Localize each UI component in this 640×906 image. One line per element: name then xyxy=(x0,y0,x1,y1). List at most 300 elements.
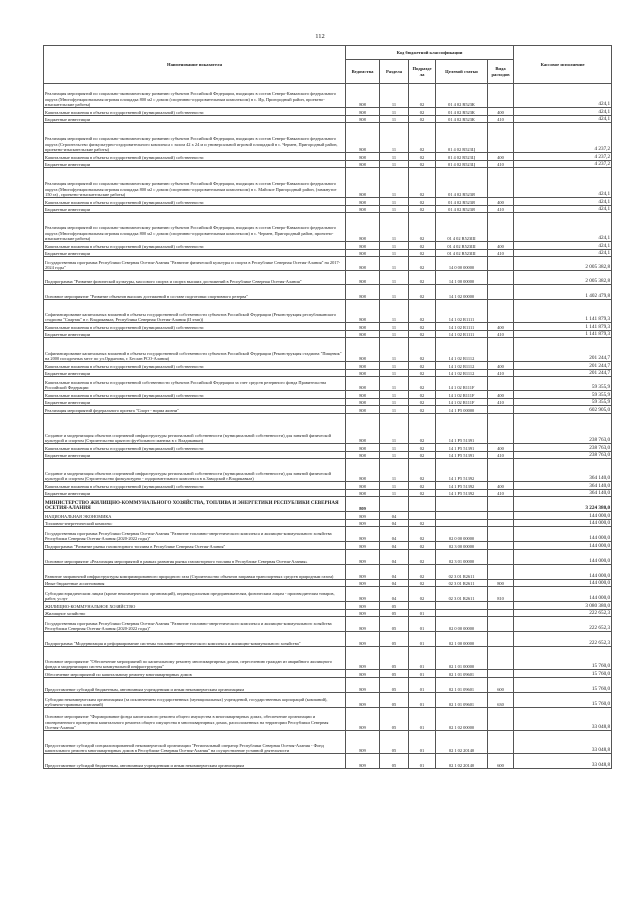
cell-cs: 01 4 02 R523Я xyxy=(436,168,488,198)
cell-vr xyxy=(488,542,514,550)
cell-podrazdel: 02 xyxy=(409,399,436,406)
cell-sum: 222 652,3 xyxy=(514,610,612,617)
table-row xyxy=(44,678,612,693)
cell-name: Капитальные вложения в объекты государственной (муниципальной) собственности xyxy=(44,362,346,370)
cell-podrazdel: 02 xyxy=(409,250,436,257)
cell-sum: 238 763,0 xyxy=(514,444,612,452)
cell-cs: 02 1 02 20140 xyxy=(436,731,488,754)
cell-name: ЖИЛИЩНО-КОММУНАЛЬНОЕ ХОЗЯЙСТВО xyxy=(44,602,346,610)
cell-sum: 1 141 879,3 xyxy=(514,300,612,323)
cell-vr: 400 xyxy=(488,391,514,399)
table-row xyxy=(44,414,612,444)
cell-ved: 808 xyxy=(346,153,380,161)
cell-razdel: 11 xyxy=(380,250,409,257)
cell-razdel: 11 xyxy=(380,206,409,213)
cell-vr xyxy=(488,459,514,482)
table-row xyxy=(44,550,612,565)
cell-sum: 602 905,0 xyxy=(514,406,612,414)
cell-name: Капитальные вложения в объекты государственной (муниципальной) собственности xyxy=(44,108,346,116)
table-row xyxy=(44,242,612,250)
header-name: Наименование показателя xyxy=(44,46,346,84)
cell-podrazdel: 02 xyxy=(409,580,436,587)
cell-razdel: 11 xyxy=(380,490,409,497)
cell-ved: 808 xyxy=(346,300,380,323)
cell-vr xyxy=(488,338,514,362)
cell-razdel: 04 xyxy=(380,542,409,550)
cell-sum: 15 760,0 xyxy=(514,647,612,670)
cell-name: Субсидии некоммерческим организациям (за исключением государственных (муниципальных) учреждений, государственных корпораций (компаний), публично-правовых компаний) xyxy=(44,693,346,708)
table-row xyxy=(44,370,612,377)
cell-ved: 808 xyxy=(346,490,380,497)
cell-razdel: 05 xyxy=(380,708,409,731)
cell-sum: 4 237,2 xyxy=(514,123,612,153)
cell-razdel: 11 xyxy=(380,323,409,331)
cell-ved: 809 xyxy=(346,670,380,678)
cell-podrazdel: 02 xyxy=(409,414,436,444)
cell-razdel: 11 xyxy=(380,116,409,123)
cell-name: Субсидии юридическим лицам (кроме некоммерческих организаций), индивидуальным предпринимателям, физическим лицам - производителям товаров, работ, услуг xyxy=(44,587,346,602)
cell-podrazdel: 01 xyxy=(409,693,436,708)
cell-cs: 14 1 02 R111F xyxy=(436,377,488,391)
cell-razdel: 11 xyxy=(380,198,409,206)
cell-vr xyxy=(488,123,514,153)
cell-ved: 808 xyxy=(346,108,380,116)
cell-podrazdel: 02 xyxy=(409,452,436,459)
cell-cs: 01 4 02 R523Ц xyxy=(436,161,488,168)
cell-vr: 600 xyxy=(488,678,514,693)
cell-sum: 4 237,2 xyxy=(514,153,612,161)
cell-vr: 400 xyxy=(488,482,514,490)
cell-podrazdel: 02 xyxy=(409,362,436,370)
cell-vr xyxy=(488,708,514,731)
cell-ved: 809 xyxy=(346,565,380,580)
cell-name: Капитальные вложения в объекты государственной (муниципальной) собственности xyxy=(44,198,346,206)
table-row xyxy=(44,602,612,610)
cell-razdel: 04 xyxy=(380,527,409,542)
cell-name: НАЦИОНАЛЬНАЯ ЭКОНОМИКА xyxy=(44,512,346,520)
table-row xyxy=(44,452,612,459)
cell-razdel: 11 xyxy=(380,414,409,444)
cell-vr: 400 xyxy=(488,153,514,161)
cell-sum: 364 140,0 xyxy=(514,459,612,482)
cell-podrazdel: 02 xyxy=(409,153,436,161)
cell-vr xyxy=(488,406,514,414)
cell-podrazdel: 02 xyxy=(409,116,436,123)
cell-name: Бюджетные инвестиции xyxy=(44,331,346,338)
cell-name: Реализация мероприятий по социально-экономическому развитию субъектов Российской Федерации, входящих в состав Северо-Кавказского федерального округа (Строительство физкультурно-оздоровительного комплекса с залом 42 х 24 м и универсальной игровой площадкой в с. Чермен, Пригородный район, проектно-изыскательские работы) xyxy=(44,123,346,153)
cell-vr xyxy=(488,610,514,617)
cell-ved: 808 xyxy=(346,206,380,213)
table-row xyxy=(44,444,612,452)
cell-ved: 808 xyxy=(346,168,380,198)
table-row xyxy=(44,206,612,213)
cell-cs: 14 1 P5 51391 xyxy=(436,414,488,444)
cell-vr: 400 xyxy=(488,198,514,206)
cell-sum: 144 000,0 xyxy=(514,565,612,580)
cell-vr xyxy=(488,414,514,444)
cell-name: Реализация мероприятий федерального проекта "Спорт - норма жизни" xyxy=(44,406,346,414)
cell-name: Предоставление субсидий бюджетным, автономным учреждениям и иным некоммерческим организациям xyxy=(44,678,346,693)
cell-cs: 14 1 02 R1111 xyxy=(436,323,488,331)
cell-name: Реализация мероприятий по социально-экономическому развитию субъектов Российской Федерации, входящих в состав Северо-Кавказского федерального округа (Многофункциональная игровая площадка 800 м2 с домом (спортивно-оздоровительным комплексом) в с. Ир, Пригородный район, проектно-изыскательские работы) xyxy=(44,84,346,108)
cell-vr xyxy=(488,300,514,323)
cell-cs: 14 1 P5 51392 xyxy=(436,482,488,490)
cell-sum: 201 244,7 xyxy=(514,338,612,362)
cell-sum: 3 224 380,0 xyxy=(514,497,612,512)
cell-razdel xyxy=(380,497,409,512)
cell-sum: 1 402 479,8 xyxy=(514,285,612,300)
cell-sum: 33 048,8 xyxy=(514,754,612,769)
cell-vr xyxy=(488,377,514,391)
cell-vr: 600 xyxy=(488,754,514,769)
cell-vr xyxy=(488,512,514,520)
cell-vr xyxy=(488,213,514,242)
cell-vr xyxy=(488,632,514,647)
cell-vr xyxy=(488,497,514,512)
cell-podrazdel: 02 xyxy=(409,300,436,323)
cell-vr xyxy=(488,602,514,610)
cell-cs xyxy=(436,610,488,617)
cell-sum: 424,1 xyxy=(514,116,612,123)
cell-ved: 809 xyxy=(346,678,380,693)
cell-ved: 808 xyxy=(346,84,380,108)
cell-vr: 810 xyxy=(488,587,514,602)
cell-ved: 808 xyxy=(346,444,380,452)
cell-vr: 400 xyxy=(488,362,514,370)
cell-ved: 808 xyxy=(346,377,380,391)
cell-sum: 33 048,8 xyxy=(514,708,612,731)
cell-vr xyxy=(488,520,514,527)
cell-name: Государственная программа Республики Северная Осетия-Алания "Развитие топливно-энергетического комплекса и жилищно-коммунального хозяйства Республики Северная Осетия-Алания (2020-2022 годы)" xyxy=(44,617,346,632)
table-row xyxy=(44,153,612,161)
cell-sum: 1 141 879,3 xyxy=(514,323,612,331)
table-row xyxy=(44,693,612,708)
table-row xyxy=(44,123,612,153)
cell-podrazdel: 01 xyxy=(409,754,436,769)
cell-ved: 808 xyxy=(346,271,380,285)
cell-name: Предоставление субсидий бюджетным, автономным учреждениям и иным некоммерческим организациям xyxy=(44,754,346,769)
cell-vr: 410 xyxy=(488,161,514,168)
cell-ved: 809 xyxy=(346,497,380,512)
table-row xyxy=(44,331,612,338)
cell-cs: 14 1 02 R1111 xyxy=(436,300,488,323)
cell-podrazdel: 02 xyxy=(409,161,436,168)
cell-razdel: 11 xyxy=(380,452,409,459)
cell-podrazdel: 02 xyxy=(409,271,436,285)
cell-razdel: 05 xyxy=(380,617,409,632)
cell-podrazdel: 02 xyxy=(409,565,436,580)
cell-razdel: 04 xyxy=(380,580,409,587)
cell-name: Бюджетные инвестиции xyxy=(44,206,346,213)
cell-ved: 808 xyxy=(346,161,380,168)
cell-vr xyxy=(488,271,514,285)
cell-name: Основное мероприятие «Реализация мероприятий в рамках развития рынка газомоторного топлива в Республике Северная Осетия-Алания» xyxy=(44,550,346,565)
cell-razdel: 11 xyxy=(380,300,409,323)
cell-sum: 4 237,2 xyxy=(514,161,612,168)
cell-cs: 01 4 02 R523Ш xyxy=(436,242,488,250)
cell-podrazdel: 01 xyxy=(409,731,436,754)
cell-podrazdel: 02 xyxy=(409,331,436,338)
cell-cs: 01 4 02 R523Ш xyxy=(436,250,488,257)
cell-ved: 809 xyxy=(346,754,380,769)
cell-razdel: 11 xyxy=(380,257,409,271)
table-row xyxy=(44,161,612,168)
cell-podrazdel: 02 xyxy=(409,242,436,250)
table-row xyxy=(44,610,612,617)
table-row xyxy=(44,527,612,542)
table-row xyxy=(44,617,612,632)
cell-razdel: 11 xyxy=(380,459,409,482)
cell-name: Бюджетные инвестиции xyxy=(44,452,346,459)
cell-sum: 59 355,9 xyxy=(514,399,612,406)
cell-ved: 808 xyxy=(346,213,380,242)
cell-vr: 410 xyxy=(488,490,514,497)
cell-vr xyxy=(488,670,514,678)
cell-cs: 01 4 02 R523К xyxy=(436,84,488,108)
cell-name: Основное мероприятие "Формирование фонда капитального ремонта общего имущества в многоквартирных домах, обеспечение организации и своевременного проведения капитального ремонта общего имущества в многоквартирных домах, расположенных на территории Республики Северная Осетия-Алания" xyxy=(44,708,346,731)
cell-ved: 808 xyxy=(346,323,380,331)
cell-podrazdel: 02 xyxy=(409,123,436,153)
table-row xyxy=(44,399,612,406)
cell-ved: 808 xyxy=(346,370,380,377)
cell-vr: 800 xyxy=(488,580,514,587)
cell-ved: 809 xyxy=(346,550,380,565)
cell-name: Капитальные вложения в объекты государственной (муниципальной) собственности xyxy=(44,391,346,399)
table-row xyxy=(44,323,612,331)
cell-razdel: 04 xyxy=(380,512,409,520)
cell-podrazdel: 01 xyxy=(409,617,436,632)
cell-cs: 02 3 01 R2611 xyxy=(436,580,488,587)
header-ved: Ведомства xyxy=(346,60,380,84)
cell-vr: 410 xyxy=(488,116,514,123)
cell-podrazdel: 02 xyxy=(409,377,436,391)
cell-name: Жилищное хозяйство xyxy=(44,610,346,617)
cell-razdel: 11 xyxy=(380,377,409,391)
cell-razdel: 11 xyxy=(380,391,409,399)
header-razdel: Раздела xyxy=(380,60,409,84)
cell-sum: 33 048,8 xyxy=(514,731,612,754)
cell-cs: 01 4 02 R523Ш xyxy=(436,213,488,242)
table-row xyxy=(44,391,612,399)
table-row xyxy=(44,168,612,198)
cell-cs: 14 1 P5 51392 xyxy=(436,490,488,497)
cell-cs xyxy=(436,520,488,527)
cell-vr xyxy=(488,84,514,108)
cell-vr: 410 xyxy=(488,250,514,257)
cell-razdel: 11 xyxy=(380,482,409,490)
cell-cs: 01 4 02 R523Ц xyxy=(436,123,488,153)
cell-sum: 424,1 xyxy=(514,84,612,108)
cell-vr: 410 xyxy=(488,331,514,338)
cell-vr: 410 xyxy=(488,370,514,377)
cell-razdel: 04 xyxy=(380,587,409,602)
cell-ved: 809 xyxy=(346,542,380,550)
cell-cs: 02 1 00 00000 xyxy=(436,632,488,647)
cell-podrazdel: 02 xyxy=(409,206,436,213)
cell-sum: 1 141 879,3 xyxy=(514,331,612,338)
cell-name: Основное мероприятие "Развитие объектов высших достижений в составе подготовки спортивного резерва" xyxy=(44,285,346,300)
cell-cs: 02 1 02 20140 xyxy=(436,754,488,769)
header-sum: Кассовое исполнение xyxy=(514,46,612,84)
cell-podrazdel: 01 xyxy=(409,678,436,693)
cell-cs xyxy=(436,497,488,512)
cell-podrazdel: 02 xyxy=(409,520,436,527)
cell-sum: 364 140,0 xyxy=(514,482,612,490)
cell-razdel: 11 xyxy=(380,331,409,338)
cell-name: Бюджетные инвестиции xyxy=(44,161,346,168)
table-row xyxy=(44,754,612,769)
cell-razdel: 11 xyxy=(380,84,409,108)
cell-name: Бюджетные инвестиции xyxy=(44,490,346,497)
cell-sum: 238 763,0 xyxy=(514,414,612,444)
cell-sum: 15 760,0 xyxy=(514,670,612,678)
cell-sum: 424,1 xyxy=(514,108,612,116)
cell-vr xyxy=(488,285,514,300)
cell-podrazdel: 02 xyxy=(409,108,436,116)
cell-cs: 02 1 01 09601 xyxy=(436,693,488,708)
cell-cs: 14 1 P5 51391 xyxy=(436,444,488,452)
cell-ved: 809 xyxy=(346,587,380,602)
header-cs: Целевой статьи xyxy=(436,60,488,84)
cell-ved: 809 xyxy=(346,527,380,542)
cell-sum: 222 652,3 xyxy=(514,632,612,647)
cell-ved: 808 xyxy=(346,331,380,338)
cell-razdel: 11 xyxy=(380,370,409,377)
cell-ved: 809 xyxy=(346,520,380,527)
cell-cs: 02 1 02 00000 xyxy=(436,708,488,731)
cell-podrazdel: 02 xyxy=(409,550,436,565)
cell-podrazdel: 02 xyxy=(409,370,436,377)
cell-razdel: 11 xyxy=(380,123,409,153)
cell-ved: 809 xyxy=(346,731,380,754)
cell-sum: 59 355,9 xyxy=(514,391,612,399)
cell-cs: 14 1 02 R1111 xyxy=(436,331,488,338)
cell-ved: 808 xyxy=(346,242,380,250)
cell-cs: 14 1 00 00000 xyxy=(436,271,488,285)
cell-cs: 14 1 02 00000 xyxy=(436,285,488,300)
cell-vr xyxy=(488,617,514,632)
table-row xyxy=(44,497,612,512)
cell-cs: 01 4 02 R523К xyxy=(436,108,488,116)
table-row xyxy=(44,362,612,370)
header-vr: Вида расходов xyxy=(488,60,514,84)
cell-vr: 630 xyxy=(488,693,514,708)
table-row xyxy=(44,708,612,731)
cell-ved: 809 xyxy=(346,693,380,708)
cell-ved: 808 xyxy=(346,482,380,490)
cell-ved: 808 xyxy=(346,257,380,271)
table-row xyxy=(44,670,612,678)
cell-cs: 14 1 P5 51391 xyxy=(436,452,488,459)
cell-razdel: 11 xyxy=(380,338,409,362)
cell-podrazdel: 02 xyxy=(409,213,436,242)
cell-ved: 808 xyxy=(346,250,380,257)
table-row xyxy=(44,647,612,670)
cell-razdel: 11 xyxy=(380,406,409,414)
cell-name: МИНИСТЕРСТВО ЖИЛИЩНО-КОММУНАЛЬНОГО ХОЗЯЙСТВА, ТОПЛИВА И ЭНЕРГЕТИКИ РЕСПУБЛИКИ СЕВЕРНАЯ ОСЕТИЯ-АЛАНИЯ xyxy=(44,497,346,512)
cell-podrazdel: 02 xyxy=(409,587,436,602)
cell-cs: 02 3 01 R2611 xyxy=(436,587,488,602)
cell-name: Топливно-энергетический комплекс xyxy=(44,520,346,527)
cell-ved: 808 xyxy=(346,414,380,444)
cell-vr xyxy=(488,731,514,754)
cell-podrazdel: 02 xyxy=(409,391,436,399)
table-row xyxy=(44,632,612,647)
cell-ved: 808 xyxy=(346,452,380,459)
cell-ved: 808 xyxy=(346,459,380,482)
cell-cs: 02 0 00 00000 xyxy=(436,617,488,632)
table-row xyxy=(44,459,612,482)
table-row xyxy=(44,731,612,754)
cell-razdel: 05 xyxy=(380,731,409,754)
table-row xyxy=(44,490,612,497)
cell-vr: 410 xyxy=(488,206,514,213)
cell-vr: 410 xyxy=(488,452,514,459)
table-row xyxy=(44,482,612,490)
cell-sum: 424,1 xyxy=(514,206,612,213)
table-row xyxy=(44,300,612,323)
cell-vr xyxy=(488,257,514,271)
cell-name: Капитальные вложения в объекты государственной (муниципальной) собственности xyxy=(44,242,346,250)
cell-cs: 02 3 01 00000 xyxy=(436,550,488,565)
cell-cs: 14 1 P5 00000 xyxy=(436,406,488,414)
cell-podrazdel: 02 xyxy=(409,84,436,108)
cell-razdel: 11 xyxy=(380,399,409,406)
cell-cs: 14 0 00 00000 xyxy=(436,257,488,271)
header-podrazdel: Подразде ла xyxy=(409,60,436,84)
table-row xyxy=(44,377,612,391)
cell-razdel: 11 xyxy=(380,444,409,452)
table-row xyxy=(44,587,612,602)
cell-ved: 808 xyxy=(346,116,380,123)
cell-podrazdel: 01 xyxy=(409,647,436,670)
cell-name: Подпрограмма "Модернизация и реформирование системы топливно-энергетического комплекса и жилищно-коммунального хозяйства" xyxy=(44,632,346,647)
cell-cs: 14 1 02 R1112 xyxy=(436,370,488,377)
cell-podrazdel: 02 xyxy=(409,542,436,550)
cell-cs xyxy=(436,512,488,520)
cell-cs: 14 1 02 R1112 xyxy=(436,338,488,362)
cell-name: Капитальные вложения в объекты государственной (муниципальной) собственности xyxy=(44,323,346,331)
cell-name: Создание и модернизация объектов спортивной инфраструктуры региональной собственности (муниципальной собственности) для занятий физической культурой и спортом (Строительство физкультурно - оздоровительного комплекса в п.Заводской г.Владикавказ) xyxy=(44,459,346,482)
cell-cs: 14 1 02 R1112 xyxy=(436,362,488,370)
cell-name: Создание и модернизация объектов спортивной инфраструктуры региональной собственности (муниципальной собственности) для занятий физической культурой и спортом (Строительство крытого футбольного манежа в г. Владикавказ) xyxy=(44,414,346,444)
cell-cs xyxy=(436,602,488,610)
cell-vr: 400 xyxy=(488,108,514,116)
page-number: 112 xyxy=(315,33,325,40)
cell-podrazdel xyxy=(409,512,436,520)
cell-ved: 808 xyxy=(346,406,380,414)
cell-razdel: 04 xyxy=(380,565,409,580)
table-row xyxy=(44,116,612,123)
table-row xyxy=(44,542,612,550)
cell-sum: 364 140,0 xyxy=(514,490,612,497)
cell-podrazdel: 02 xyxy=(409,527,436,542)
cell-vr xyxy=(488,168,514,198)
cell-ved: 808 xyxy=(346,198,380,206)
cell-name: Капитальные вложения в объекты государственной (муниципальной) собственности xyxy=(44,482,346,490)
cell-podrazdel: 02 xyxy=(409,285,436,300)
table-row xyxy=(44,406,612,414)
cell-podrazdel: 01 xyxy=(409,610,436,617)
table-row xyxy=(44,338,612,362)
cell-razdel: 11 xyxy=(380,213,409,242)
cell-vr xyxy=(488,565,514,580)
cell-sum: 15 760,0 xyxy=(514,693,612,708)
cell-sum: 15 760,0 xyxy=(514,678,612,693)
cell-razdel: 05 xyxy=(380,693,409,708)
cell-sum: 424,1 xyxy=(514,250,612,257)
cell-razdel: 11 xyxy=(380,242,409,250)
